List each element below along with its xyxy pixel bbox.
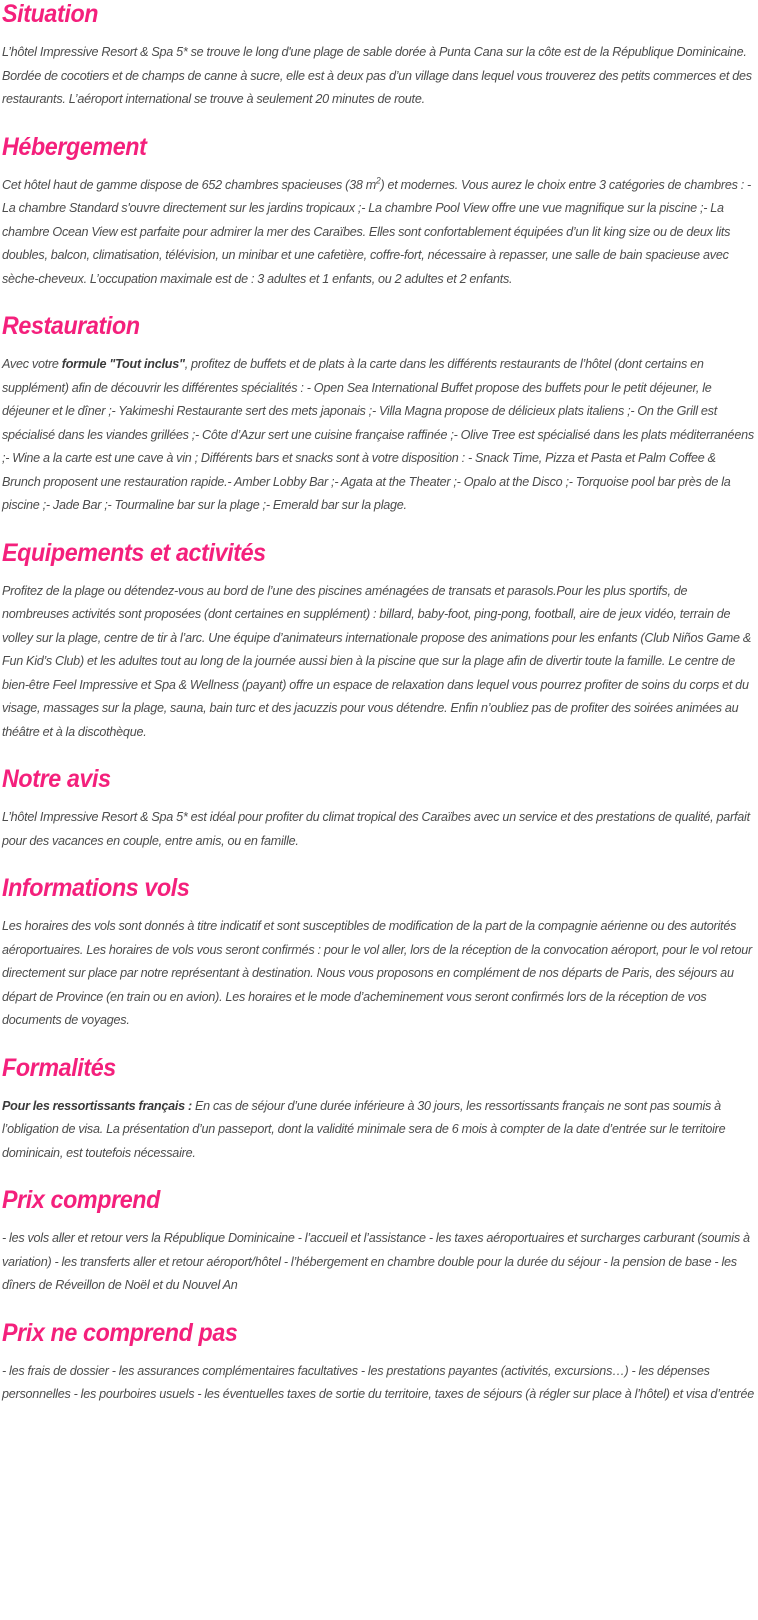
section-body-restauration <box>2 352 754 517</box>
section-situation <box>2 0 756 111</box>
section-body-informations-vols: Les horaires des vols sont donnés à titre indicatif et sont susceptibles de modification de la part de la compagnie aérienne ou des autorités aéroportuaires. Les horaires de vols vous seront confirmés : pour le vol aller, lors de la réception de la convocation aéroport, pour le vol retour directement sur place par notre représentant à destination. Nous vous proposons en complément de nos départs de Paris, des séjours au départ de Province (en train ou en avion). Les horaires et le mode d’acheminement vous seront confirmés lors de la réception de vos documents de voyages. <box>2 918 752 1027</box>
section-informations-vols <box>2 874 756 1032</box>
hebergement-text-part1: Cet hôtel haut de gamme dispose de 652 chambres spacieuses (38 m <box>2 176 376 192</box>
section-body-formalites <box>2 1094 754 1165</box>
section-body-notre-avis: L’hôtel Impressive Resort & Spa 5* est idéal pour profiter du climat tropical des Caraïbes avec un service et des prestations de qualité, parfait pour des vacances en couple, entre amis, ou en famille. <box>2 809 750 848</box>
section-heading-hebergement: Hébergement <box>2 132 147 161</box>
square-meter-superscript: 2 <box>375 175 381 186</box>
section-prix-comprend <box>2 1186 756 1297</box>
section-heading-restauration: Restauration <box>2 312 140 340</box>
restauration-lead-text: Avec votre <box>2 356 62 371</box>
section-heading-notre-avis: Notre avis <box>2 765 111 793</box>
section-heading-situation: Situation <box>2 0 99 28</box>
section-body-prix-ne-comprend-pas: - les frais de dossier - les assurances complémentaires facultatives - les prestations payantes (activités, excursions…) - les dépenses personnelles - les pourboires usuels - les éventuelles taxes de sortie du territoire, taxes de séjours (à régler sur place à l’hôtel) et visa d’entrée <box>2 1362 755 1401</box>
section-equipements <box>2 539 756 744</box>
restauration-formula-emphasis: formule "Tout inclus" <box>61 356 185 371</box>
formalites-nationals-emphasis: Pour les ressortissants français : <box>2 1097 192 1113</box>
section-heading-equipements: Equipements et activités <box>2 538 266 567</box>
section-prix-ne-comprend-pas <box>2 1319 756 1406</box>
section-heading-formalites: Formalités <box>2 1053 116 1082</box>
section-body-equipements: Profitez de la plage ou détendez-vous au bord de l’une des piscines aménagées de transats et parasols.Pour les plus sportifs, de nombreuses activités sont proposées (dont certaines en supplément) : billard, baby-foot, ping-pong, football, aire de jeux vidéo, terrain de volley sur la plage, centre de tir à l’arc. Une équipe d’animateurs internationale propose des animations pour les enfants (Club Niños Game & Fun Kid’s Club) et les adultes tout au long de la journée aussi bien à la piscine que sur la plage afin de divertir toute la famille. Le centre de bien-être Feel Impressive et Spa & Wellness (payant) offre un espace de relaxation dans lequel vous pourrez profiter de soins du corps et du visage, massages sur la plage, sauna, bain turc et des jacuzzis pour vous détendre. Enfin n’oubliez pas de profiter des soirées animées au théâtre et à la discothèque. <box>2 582 752 739</box>
section-body-situation: L’hôtel Impressive Resort & Spa 5* se trouve le long d'une plage de sable dorée à Punta Cana sur la côte est de la République Dominicaine. Bordée de cocotiers et de champs de canne à sucre, elle est à deux pas d’un village dans lequel vous trouverez des petits commerces et des restaurants. L’aéroport international se trouve à seulement 20 minutes de route. <box>2 44 752 106</box>
section-notre-avis <box>2 765 756 852</box>
restauration-rest-text: , profitez de buffets et de plats à la carte dans les différents restaurants de l’hôtel (dont certains en supplément) afin de découvrir les différentes spécialités : - Open Sea International Buffet propose des buffets pour le petit déjeuner, le déjeuner et le dîner ;- Yakimeshi Restaurante sert des mets japonais ;- Villa Magna propose de délicieux plats italiens ;- On the Grill est spécialisé dans les viandes grillées ;- Côte d’Azur sert une cuisine française raffinée ;- Olive Tree est spécialisé dans les plats méditerranéens ;- Wine a la carte est une cave à vin ; Différents bars et snacks sont à votre disposition : - Snack Time, Pizza et Pasta et Palm Coffee & Brunch proposent une restauration rapide.- Amber Lobby Bar ;- Agata at the Theater ;- Opalo at the Disco ;- Torquoise pool bar près de la piscine ;- Jade Bar ;- Tourmaline bar sur la plage ;- Emerald bar sur la plage. <box>2 356 754 512</box>
section-heading-prix-ne-comprend-pas: Prix ne comprend pas <box>2 1318 238 1347</box>
section-restauration <box>2 312 756 517</box>
formalites-rest-text: En cas de séjour d’une durée inférieure à 30 jours, les ressortissants français ne sont pas soumis à l’obligation de visa. La présentation d’un passeport, dont la validité minimale sera de 6 mois à compter de la date d’entrée sur le territoire dominicain, est toutefois nécessaire. <box>2 1097 726 1160</box>
section-heading-prix-comprend: Prix comprend <box>2 1186 160 1214</box>
section-body-prix-comprend: - les vols aller et retour vers la République Dominicaine - l’accueil et l’assistance - les taxes aéroportuaires et surcharges carburant (soumis à variation) - les transferts aller et retour aéroport/hôtel - l’hébergement en chambre double pour la durée du séjour - la pension de base - les dîners de Réveillon de Noël et du Nouvel An <box>2 1230 750 1292</box>
hebergement-text-part2: ) et modernes. Vous aurez le choix entre 3 catégories de chambres : - La chambre Standard s'ouvre directement sur les jardins tropicaux ;- La chambre Pool View offre une vue magnifique sur la piscine ;- La chambre Ocean View est parfaite pour admirer la mer des Caraïbes. Elles sont confortablement équipées d’un lit king size ou de deux lits doubles, balcon, climatisation, télévision, un minibar et une cafetière, coffre-fort, nécessaire à repasser, une salle de bain spacieuse avec sèche-cheveux. L’occupation maximale est de : 3 adultes et 1 enfants, ou 2 adultes et 2 enfants. <box>2 176 752 286</box>
section-hebergement <box>2 133 756 291</box>
section-body-hebergement <box>2 173 754 291</box>
section-formalites <box>2 1054 756 1165</box>
section-heading-informations-vols: Informations vols <box>2 874 190 902</box>
